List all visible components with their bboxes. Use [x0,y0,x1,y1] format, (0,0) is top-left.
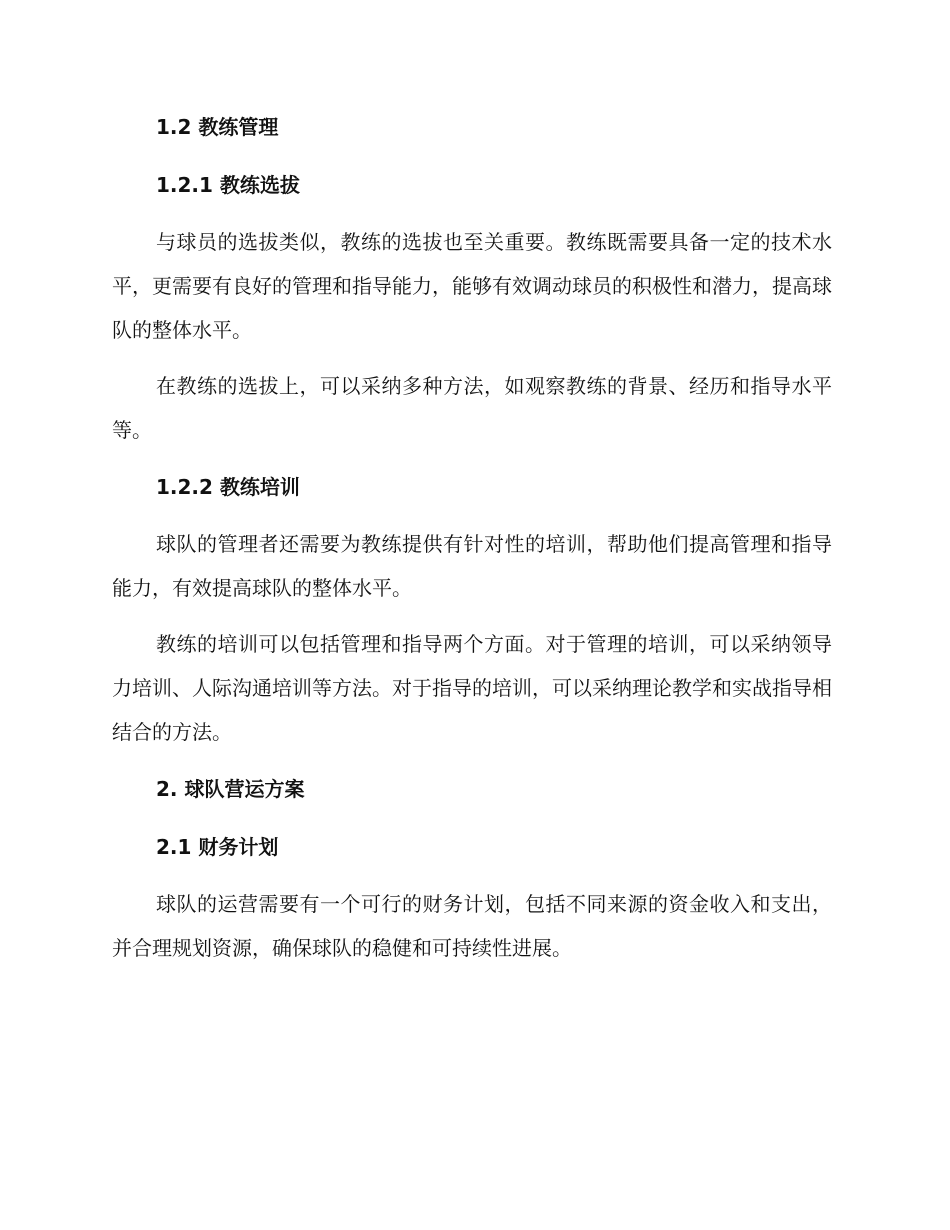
paragraph-coach-training-methods: 教练的培训可以包括管理和指导两个方面。对于管理的培训，可以采纳领导力培训、人际沟通培训等方法。对于指导的培训，可以采纳理论教学和实战指导相结合的方法。 [112,632,832,744]
paragraph-coach-selection-methods: 在教练的选拔上，可以采纳多种方法，如观察教练的背景、经历和指导水平等。 [112,374,832,442]
paragraph-financial-plan: 球队的运营需要有一个可行的财务计划，包括不同来源的资金收入和支出，并合理规划资源，确保球队的稳健和可持续性进展。 [112,892,832,960]
section-heading-2-1: 2.1 财务计划 [156,835,279,859]
document-body [112,104,832,982]
section-heading-1-2-2: 1.2.2 教练培训 [156,475,300,499]
paragraph-coach-training-need: 球队的管理者还需要为教练提供有针对性的培训，帮助他们提高管理和指导能力，有效提高球队的整体水平。 [112,532,832,600]
paragraph-coach-selection-importance: 与球员的选拔类似，教练的选拔也至关重要。教练既需要具备一定的技术水平，更需要有良好的管理和指导能力，能够有效调动球员的积极性和潜力，提高球队的整体水平。 [112,230,832,342]
section-heading-1-2-1: 1.2.1 教练选拔 [156,173,300,197]
section-heading-1-2: 1.2 教练管理 [156,115,279,139]
section-heading-2: 2. 球队营运方案 [156,777,305,801]
